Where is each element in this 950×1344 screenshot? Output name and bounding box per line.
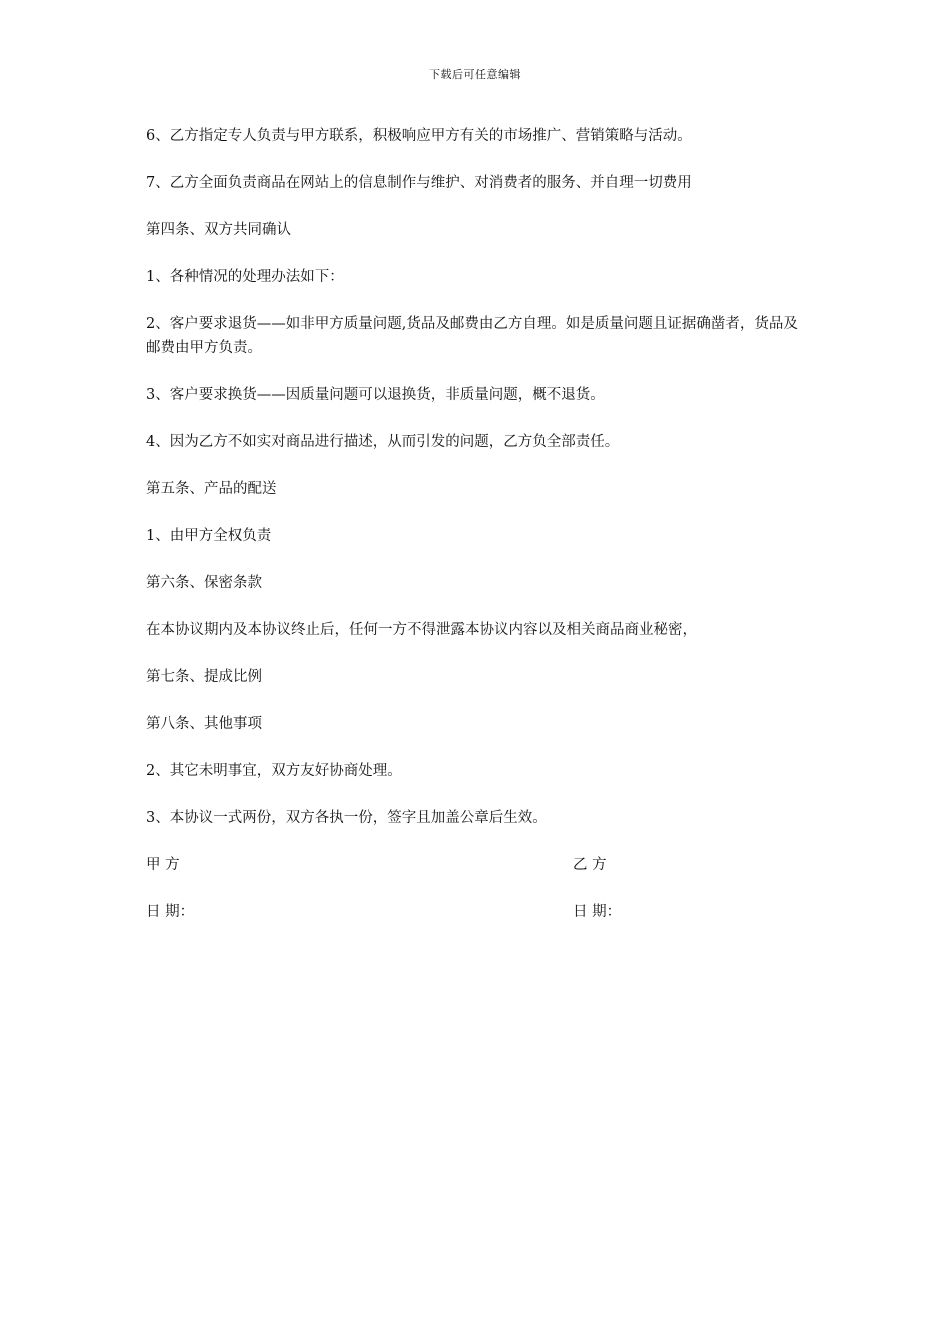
clause-paragraph: 在本协议期内及本协议终止后，任何一方不得泄露本协议内容以及相关商品商业秘密， [146,622,697,638]
clause-paragraph: 2、客户要求退货——如非甲方质量问题,货品及邮费由乙方自理。如是质量问题且证据确凿者，货品及邮费由甲方负责。 [146,316,798,356]
section-heading: 第六条、保密条款 [146,575,262,591]
signature-party-row [146,853,806,877]
clause-paragraph: 1、由甲方全权负责 [146,528,272,544]
clause-paragraph: 6、乙方指定专人负责与甲方联系，积极响应甲方有关的市场推广、营销策略与活动。 [146,128,692,144]
clause-paragraph: 7、乙方全面负责商品在网站上的信息制作与维护、对消费者的服务、并自理一切费用 [146,175,692,191]
section-heading: 第四条、双方共同确认 [146,222,291,238]
section-heading: 第八条、其他事项 [146,716,262,732]
clause-paragraph: 1、各种情况的处理办法如下： [146,269,344,285]
party-a-label: 甲 方 [146,857,180,873]
clause-paragraph: 3、客户要求换货——因质量问题可以退换货，非质量问题，概不退货。 [146,387,605,403]
party-b-date-label: 日 期： [573,904,622,920]
section-heading: 第五条、产品的配送 [146,481,277,497]
document-body [146,124,806,947]
party-b-label: 乙 方 [573,857,607,873]
signature-date-row [146,900,806,924]
clause-paragraph: 2、其它未明事宜，双方友好协商处理。 [146,763,402,779]
clause-paragraph: 4、因为乙方不如实对商品进行描述，从而引发的问题，乙方负全部责任。 [146,434,620,450]
clause-paragraph: 3、本协议一式两份，双方各执一份，签字且加盖公章后生效。 [146,810,547,826]
page-header: 下载后可任意编辑 [429,68,521,81]
section-heading: 第七条、提成比例 [146,669,262,685]
party-a-date-label: 日 期： [146,904,195,920]
